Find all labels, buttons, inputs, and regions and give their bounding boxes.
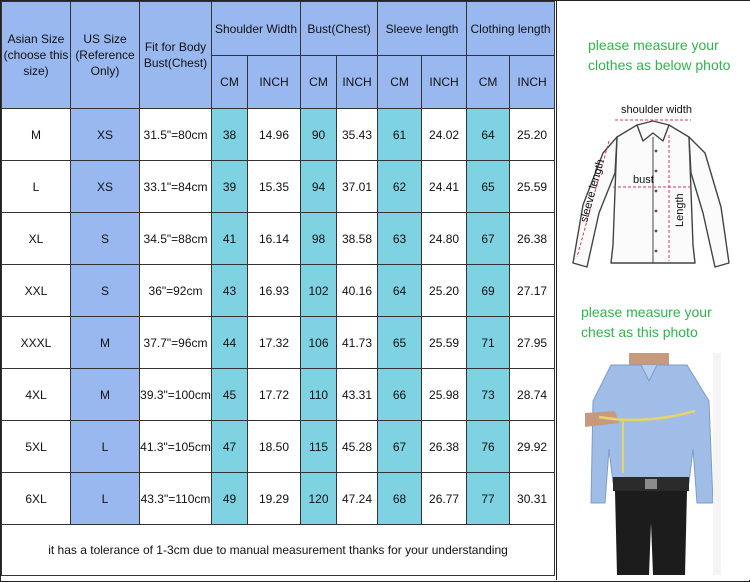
asian-size-cell: 4XL — [2, 369, 71, 421]
shoulder-cm-cell: 45 — [212, 369, 248, 421]
table-row — [2, 265, 555, 317]
shoulder-width-label: shoulder width — [621, 104, 692, 116]
note-line: please measure your — [581, 304, 712, 320]
us-size-cell: XS — [71, 109, 140, 161]
header-shoulder-width: Shoulder Width — [212, 2, 301, 56]
length-inch-cell: 25.20 — [510, 109, 555, 161]
bust-inch-cell: 43.31 — [337, 369, 378, 421]
fit-bust-cell: 41.3"=105cm — [140, 421, 212, 473]
measurement-guide-panel — [556, 1, 750, 580]
clothes-measure-note — [588, 35, 730, 75]
header-length-inch: INCH — [510, 56, 555, 109]
bust-inch-cell: 37.01 — [337, 161, 378, 213]
sleeve-cm-cell: 61 — [378, 109, 422, 161]
sleeve-inch-cell: 26.77 — [422, 473, 467, 525]
bust-inch-cell: 35.43 — [337, 109, 378, 161]
fit-bust-cell: 33.1"=84cm — [140, 161, 212, 213]
header-clothing-length: Clothing length — [467, 2, 555, 56]
length-inch-cell: 26.38 — [510, 213, 555, 265]
shoulder-cm-cell: 43 — [212, 265, 248, 317]
asian-size-cell: XXXL — [2, 317, 71, 369]
note-line: please measure your — [588, 37, 719, 53]
length-cm-cell: 76 — [467, 421, 510, 473]
asian-size-cell: M — [2, 109, 71, 161]
us-size-cell: M — [71, 317, 140, 369]
bust-cm-cell: 110 — [301, 369, 337, 421]
bust-cm-cell: 102 — [301, 265, 337, 317]
bust-cm-cell: 106 — [301, 317, 337, 369]
sleeve-inch-cell: 25.98 — [422, 369, 467, 421]
shoulder-cm-cell: 41 — [212, 213, 248, 265]
sleeve-cm-cell: 65 — [378, 317, 422, 369]
shoulder-cm-cell: 49 — [212, 473, 248, 525]
shoulder-cm-cell: 44 — [212, 317, 248, 369]
asian-size-cell: XL — [2, 213, 71, 265]
asian-size-cell: 5XL — [2, 421, 71, 473]
us-size-cell: L — [71, 421, 140, 473]
fit-bust-cell: 37.7"=96cm — [140, 317, 212, 369]
length-cm-cell: 64 — [467, 109, 510, 161]
length-inch-cell: 27.95 — [510, 317, 555, 369]
length-cm-cell: 73 — [467, 369, 510, 421]
sleeve-inch-cell: 25.20 — [422, 265, 467, 317]
bust-cm-cell: 90 — [301, 109, 337, 161]
shoulder-inch-cell: 16.14 — [248, 213, 301, 265]
us-size-cell: L — [71, 473, 140, 525]
bust-inch-cell: 40.16 — [337, 265, 378, 317]
us-size-cell: S — [71, 265, 140, 317]
asian-size-cell: L — [2, 161, 71, 213]
fit-bust-cell: 34.5"=88cm — [140, 213, 212, 265]
sleeve-cm-cell: 68 — [378, 473, 422, 525]
shoulder-inch-cell: 14.96 — [248, 109, 301, 161]
note-line: clothes as below photo — [588, 57, 731, 73]
shoulder-inch-cell: 17.32 — [248, 317, 301, 369]
fit-bust-cell: 31.5"=80cm — [140, 109, 212, 161]
bust-cm-cell: 120 — [301, 473, 337, 525]
table-row — [2, 317, 555, 369]
sleeve-inch-cell: 24.02 — [422, 109, 467, 161]
length-cm-cell: 69 — [467, 265, 510, 317]
table-row — [2, 161, 555, 213]
table-row — [2, 421, 555, 473]
chest-measure-note — [581, 302, 712, 342]
length-inch-cell: 29.92 — [510, 421, 555, 473]
shoulder-inch-cell: 16.93 — [248, 265, 301, 317]
bust-inch-cell: 45.28 — [337, 421, 378, 473]
header-shoulder-inch: INCH — [248, 56, 301, 109]
right-sleeve — [689, 137, 729, 267]
sleeve-inch-cell: 25.59 — [422, 317, 467, 369]
length-cm-cell: 77 — [467, 473, 510, 525]
header-sleeve-length: Sleeve length — [378, 2, 467, 56]
length-cm-cell: 71 — [467, 317, 510, 369]
shoulder-cm-cell: 39 — [212, 161, 248, 213]
belt-buckle — [645, 479, 657, 489]
length-inch-cell: 27.17 — [510, 265, 555, 317]
tolerance-note: it has a tolerance of 1-3cm due to manual measurement thanks for your understanding — [2, 525, 555, 576]
header-sleeve-cm: CM — [378, 56, 422, 109]
sleeve-cm-cell: 64 — [378, 265, 422, 317]
bust-cm-cell: 94 — [301, 161, 337, 213]
sleeve-inch-cell: 26.38 — [422, 421, 467, 473]
shoulder-inch-cell: 17.72 — [248, 369, 301, 421]
tolerance-note-row — [2, 525, 555, 576]
size-table — [1, 1, 555, 576]
sleeve-inch-cell: 24.41 — [422, 161, 467, 213]
asian-size-cell: 6XL — [2, 473, 71, 525]
sleeve-inch-cell: 24.80 — [422, 213, 467, 265]
table-row — [2, 473, 555, 525]
neck — [629, 353, 669, 365]
backdrop-edge — [713, 353, 721, 575]
chest-measurement-photo — [585, 353, 721, 575]
asian-size-cell: XXL — [2, 265, 71, 317]
us-size-cell: XS — [71, 161, 140, 213]
shoulder-inch-cell: 19.29 — [248, 473, 301, 525]
header-sleeve-inch: INCH — [422, 56, 467, 109]
header-us-size: US Size (Reference Only) — [71, 2, 140, 109]
header-fit-body-bust: Fit for Body Bust(Chest) — [140, 2, 212, 109]
sleeve-length-label: sleeve length — [578, 158, 607, 224]
header-bust-chest: Bust(Chest) — [301, 2, 378, 56]
us-size-cell: S — [71, 213, 140, 265]
fit-bust-cell: 43.3"=110cm — [140, 473, 212, 525]
header-bust-cm: CM — [301, 56, 337, 109]
sleeve-cm-cell: 63 — [378, 213, 422, 265]
shoulder-inch-cell: 15.35 — [248, 161, 301, 213]
bust-inch-cell: 47.24 — [337, 473, 378, 525]
sleeve-cm-cell: 62 — [378, 161, 422, 213]
table-row — [2, 213, 555, 265]
bust-inch-cell: 41.73 — [337, 317, 378, 369]
sleeve-cm-cell: 66 — [378, 369, 422, 421]
length-inch-cell: 28.74 — [510, 369, 555, 421]
sleeve-cm-cell: 67 — [378, 421, 422, 473]
header-asian-size: Asian Size (choose this size) — [2, 2, 71, 109]
length-cm-cell: 67 — [467, 213, 510, 265]
bust-inch-cell: 38.58 — [337, 213, 378, 265]
length-label: Length — [674, 193, 686, 227]
header-length-cm: CM — [467, 56, 510, 109]
shoulder-cm-cell: 38 — [212, 109, 248, 161]
bust-label: bust — [633, 174, 654, 186]
table-row — [2, 109, 555, 161]
length-cm-cell: 65 — [467, 161, 510, 213]
us-size-cell: M — [71, 369, 140, 421]
bust-cm-cell: 115 — [301, 421, 337, 473]
fit-bust-cell: 39.3"=100cm — [140, 369, 212, 421]
fit-bust-cell: 36"=92cm — [140, 265, 212, 317]
shoulder-inch-cell: 18.50 — [248, 421, 301, 473]
shoulder-cm-cell: 47 — [212, 421, 248, 473]
length-inch-cell: 30.31 — [510, 473, 555, 525]
table-row — [2, 369, 555, 421]
length-inch-cell: 25.59 — [510, 161, 555, 213]
header-bust-inch: INCH — [337, 56, 378, 109]
note-line: chest as this photo — [581, 324, 698, 340]
header-shoulder-cm: CM — [212, 56, 248, 109]
bust-cm-cell: 98 — [301, 213, 337, 265]
shirt-measurement-diagram — [569, 95, 737, 280]
